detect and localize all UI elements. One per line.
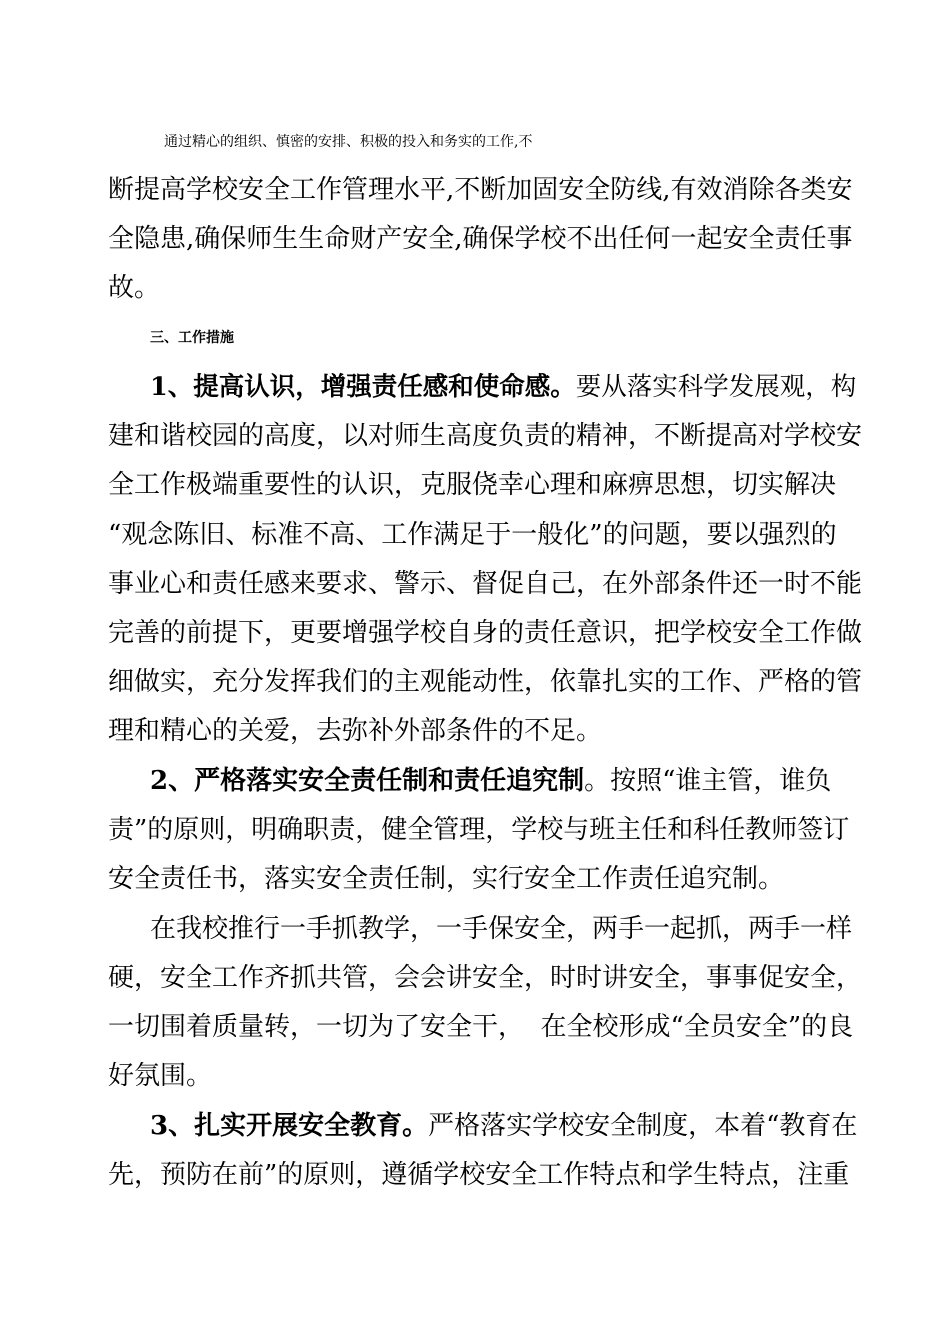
- item-3-title: 3、扎实开展安全教育。: [150, 1111, 429, 1141]
- item-1-line-5: 事业心和责任感来要求、警示、督促自己，在外部条件还一时不能: [108, 569, 863, 599]
- item-2-line-1-text: 。按照“谁主管，谁负: [584, 766, 832, 796]
- paragraph-extra-line-1: 在我校推行一手抓教学，一手保安全，两手一起抓，两手一样: [150, 914, 853, 944]
- paragraph-1-line-1: 通过精心的组织、慎密的安排、积极的投入和务实的工作,不: [164, 134, 533, 150]
- paragraph-1-line-3: 全隐患,确保师生生命财产安全,确保学校不出任何一起安全责任事: [108, 224, 853, 254]
- item-2-title: 2、严格落实安全责任制和责任追究制: [150, 766, 585, 796]
- item-2-line-1: [150, 765, 868, 797]
- item-1-line-6: 完善的前提下，更要增强学校自身的责任意识，把学校安全工作做: [108, 618, 863, 648]
- item-2-line-2: 责”的原则，明确职责，健全管理，学校与班主任和科任教师签订: [108, 815, 850, 845]
- item-1-line-3: 全工作极端重要性的认识，克服侥幸心理和麻痹思想，切实解决: [108, 470, 837, 500]
- item-1-line-2: 建和谐校园的高度，以对师生高度负责的精神，不断提高对学校安: [108, 421, 863, 451]
- section-heading: [150, 322, 910, 354]
- item-1-title: 1、提高认识，增强责任感和使命感。: [150, 372, 576, 402]
- paragraph-extra-line-3: 一切围着质量转，一切为了安全干， 在全校形成“全员安全”的良: [108, 1012, 854, 1042]
- paragraph-extra-line-4: 好氛围。: [108, 1061, 213, 1091]
- paragraph-1-line-2: 断提高学校安全工作管理水平,不断加固安全防线,有效消除各类安: [108, 175, 853, 205]
- item-2-line-3: 安全责任书，落实安全责任制，实行安全工作责任追究制。: [108, 864, 785, 894]
- item-3-line-2: 先，预防在前”的原则，遵循学校安全工作特点和学生特点，注重: [108, 1160, 850, 1190]
- paragraph-1-line-4: 故。: [108, 273, 161, 303]
- item-1-line-1-text: 要从落实科学发展观，构: [575, 372, 857, 402]
- item-3-line-1-text: 严格落实学校安全制度，本着“教育在: [428, 1111, 858, 1141]
- item-1-line-4: “观念陈旧、标准不高、工作满足于一般化”的问题，要以强烈的: [108, 520, 837, 550]
- item-1-line-1: [150, 371, 868, 403]
- item-1-line-7: 细做实，充分发挥我们的主观能动性，依靠扎实的工作、严格的管: [108, 667, 863, 697]
- item-3-line-1: [150, 1110, 868, 1142]
- paragraph-extra-line-2: 硬，安全工作齐抓共管，会会讲安全，时时讲安全，事事促安全，: [108, 963, 863, 993]
- section-heading-text: 三、工作措施: [150, 330, 234, 346]
- item-1-line-8: 理和精心的关爱，去弥补外部条件的不足。: [108, 716, 603, 746]
